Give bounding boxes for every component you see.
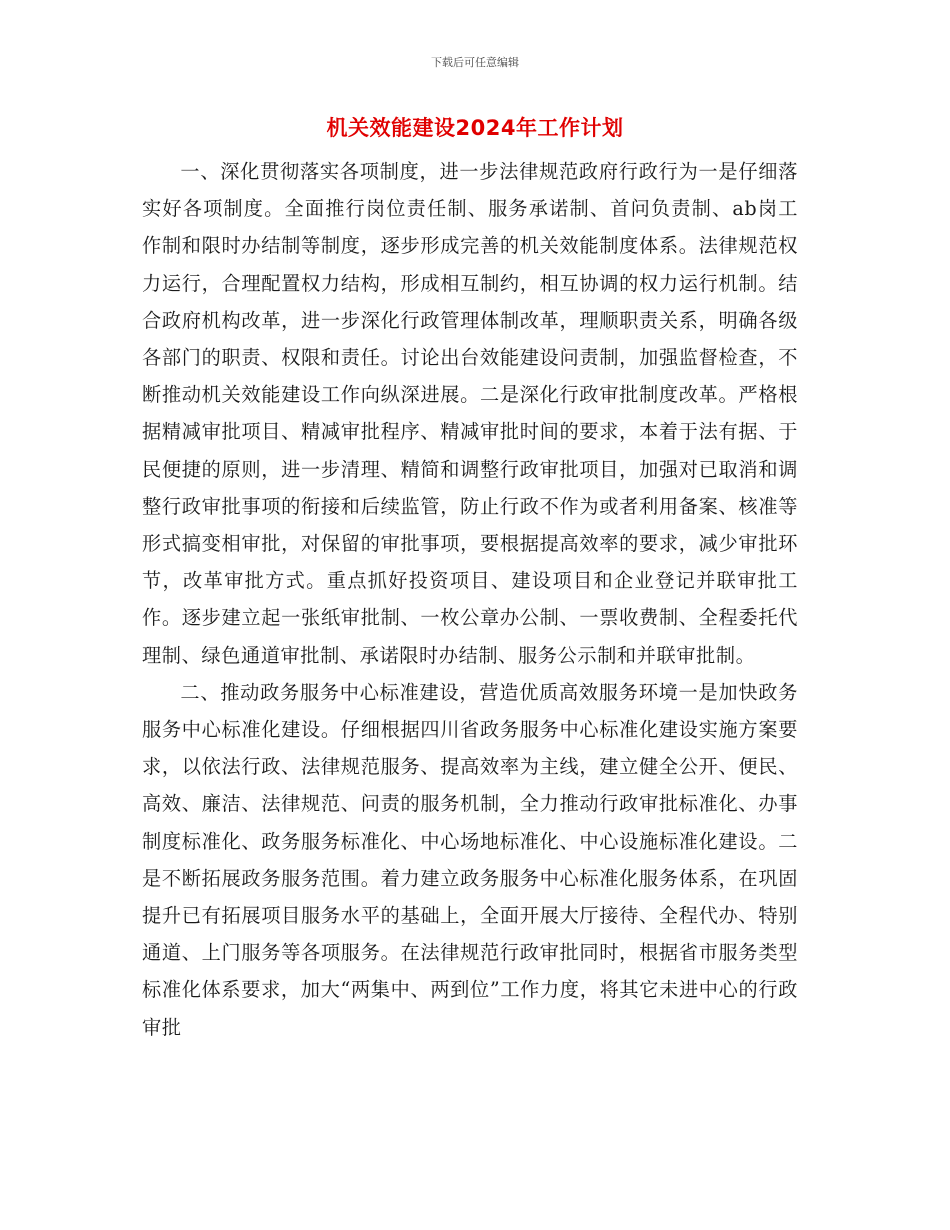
paragraph-1: 一、深化贯彻落实各项制度，进一步法律规范政府行政行为一是仔细落实好各项制度。全面推行岗位责任制、服务承诺制、首问负责制、ab岗工作制和限时办结制等制度，逐步形成完善的机关效能制度体系。法律规范权力运行，合理配置权力结构，形成相互制约，相互协调的权力运行机制。结合政府机构改革，进一步深化行政管理体制改革，理顺职责关系，明确各级各部门的职责、权限和责任。讨论出台效能建设问责制，加强监督检查，不断推动机关效能建设工作向纵深进展。二是深化行政审批制度改革。严格根据精减审批项目、精减审批程序、精减审批时间的要求，本着于法有据、于民便捷的原则，进一步清理、精简和调整行政审批项目，加强对已取消和调整行政审批事项的衔接和后续监管，防止行政不作为或者利用备案、核准等形式搞变相审批，对保留的审批事项，要根据提高效率的要求，减少审批环节，改革审批方式。重点抓好投资项目、建设项目和企业登记并联审批工作。逐步建立起一张纸审批制、一枚公章办公制、一票收费制、全程委托代理制、绿色通道审批制、承诺限时办结制、服务公示制和并联审批制。 — [142, 160, 798, 667]
header-note: 下载后可任意编辑 — [431, 56, 519, 69]
paragraph-2: 二、推动政务服务中心标准建设，营造优质高效服务环境一是加快政务服务中心标准化建设。仔细根据四川省政务服务中心标准化建设实施方案要求，以依法行政、法律规范服务、提高效率为主线，建立健全公开、便民、高效、廉洁、法律规范、问责的服务机制，全力推动行政审批标准化、办事制度标准化、政务服务标准化、中心场地标准化、中心设施标准化建设。二是不断拓展政务服务范围。着力建立政务服务中心标准化服务体系，在巩固提升已有拓展项目服务水平的基础上，全面开展大厅接待、全程代办、特别通道、上门服务等各项服务。在法律规范行政审批同时，根据省市服务类型标准化体系要求，加大“两集中、两到位”工作力度，将其它未进中心的行政审批 — [142, 680, 798, 1039]
document-title: 机关效能建设2024年工作计划 — [326, 116, 624, 140]
document-body — [142, 153, 798, 1046]
